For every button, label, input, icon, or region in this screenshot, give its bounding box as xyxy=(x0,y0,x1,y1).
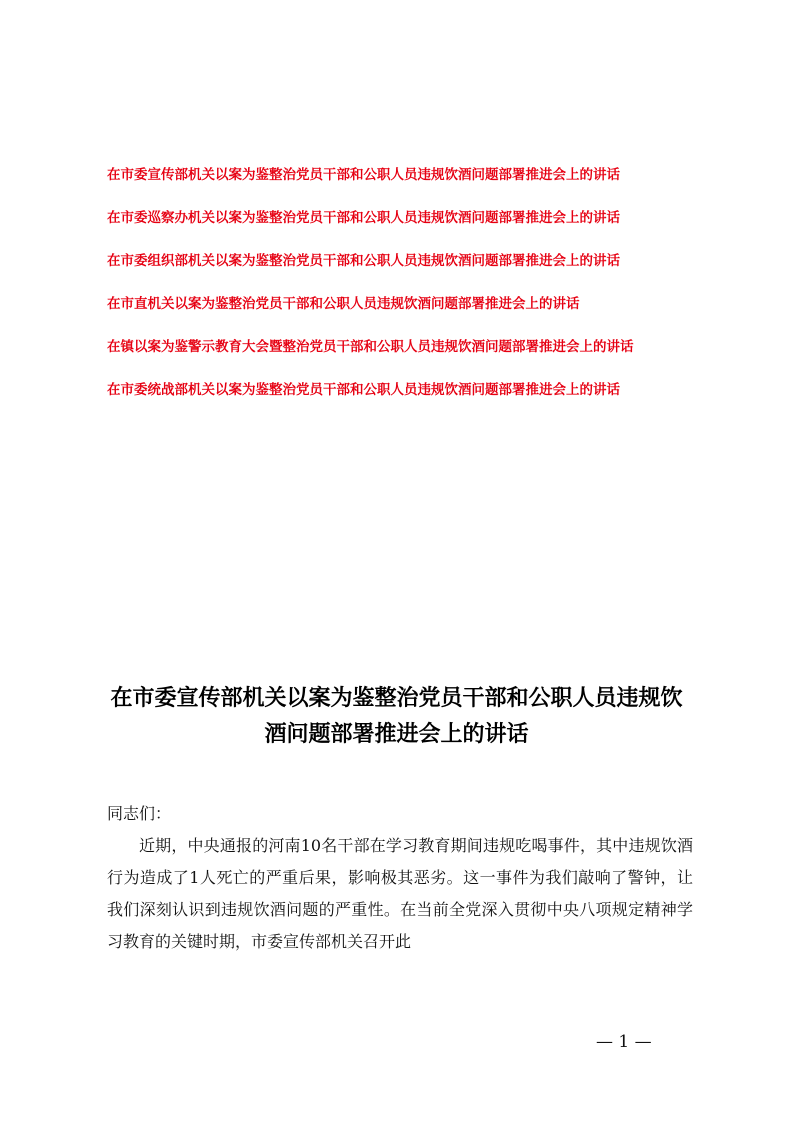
page-number: — 1 — xyxy=(596,1032,652,1052)
table-of-contents xyxy=(107,154,692,412)
toc-item xyxy=(107,240,692,283)
toc-link-united-front[interactable]: 在市委统战部机关以案为鉴整治党员干部和公职人员违规饮酒问题部署推进会上的讲话 xyxy=(107,382,620,398)
toc-link-town[interactable]: 在镇以案为鉴警示教育大会暨整治党员干部和公职人员违规饮酒问题部署推进会上的讲话 xyxy=(107,339,634,355)
toc-link-organization[interactable]: 在市委组织部机关以案为鉴整治党员干部和公职人员违规饮酒问题部署推进会上的讲话 xyxy=(107,253,620,269)
toc-item xyxy=(107,154,692,197)
document-title: 在市委宣传部机关以案为鉴整治党员干部和公职人员违规饮酒问题部署推进会上的讲话 xyxy=(110,686,683,747)
toc-item xyxy=(107,283,692,326)
toc-item xyxy=(107,326,692,369)
toc-item xyxy=(107,197,692,240)
toc-item xyxy=(107,369,692,412)
body-paragraph: 近期，中央通报的河南10名干部在学习教育期间违规吃喝事件，其中违规饮酒行为造成了1人死亡的严重后果，影响极其恶劣。这一事件为我们敲响了警钟，让我们深刻认识到违规饮酒问题的严重性。在当前全党深入贯彻中央八项规定精神学习教育的关键时期，市委宣传部机关召开此 xyxy=(107,836,693,951)
toc-link-municipal-organs[interactable]: 在市直机关以案为鉴整治党员干部和公职人员违规饮酒问题部署推进会上的讲话 xyxy=(107,296,580,312)
toc-link-propaganda[interactable]: 在市委宣传部机关以案为鉴整治党员干部和公职人员违规饮酒问题部署推进会上的讲话 xyxy=(107,167,620,183)
document-body xyxy=(107,798,693,958)
salutation: 同志们： xyxy=(107,804,172,823)
toc-link-inspection[interactable]: 在市委巡察办机关以案为鉴整治党员干部和公职人员违规饮酒问题部署推进会上的讲话 xyxy=(107,210,620,226)
